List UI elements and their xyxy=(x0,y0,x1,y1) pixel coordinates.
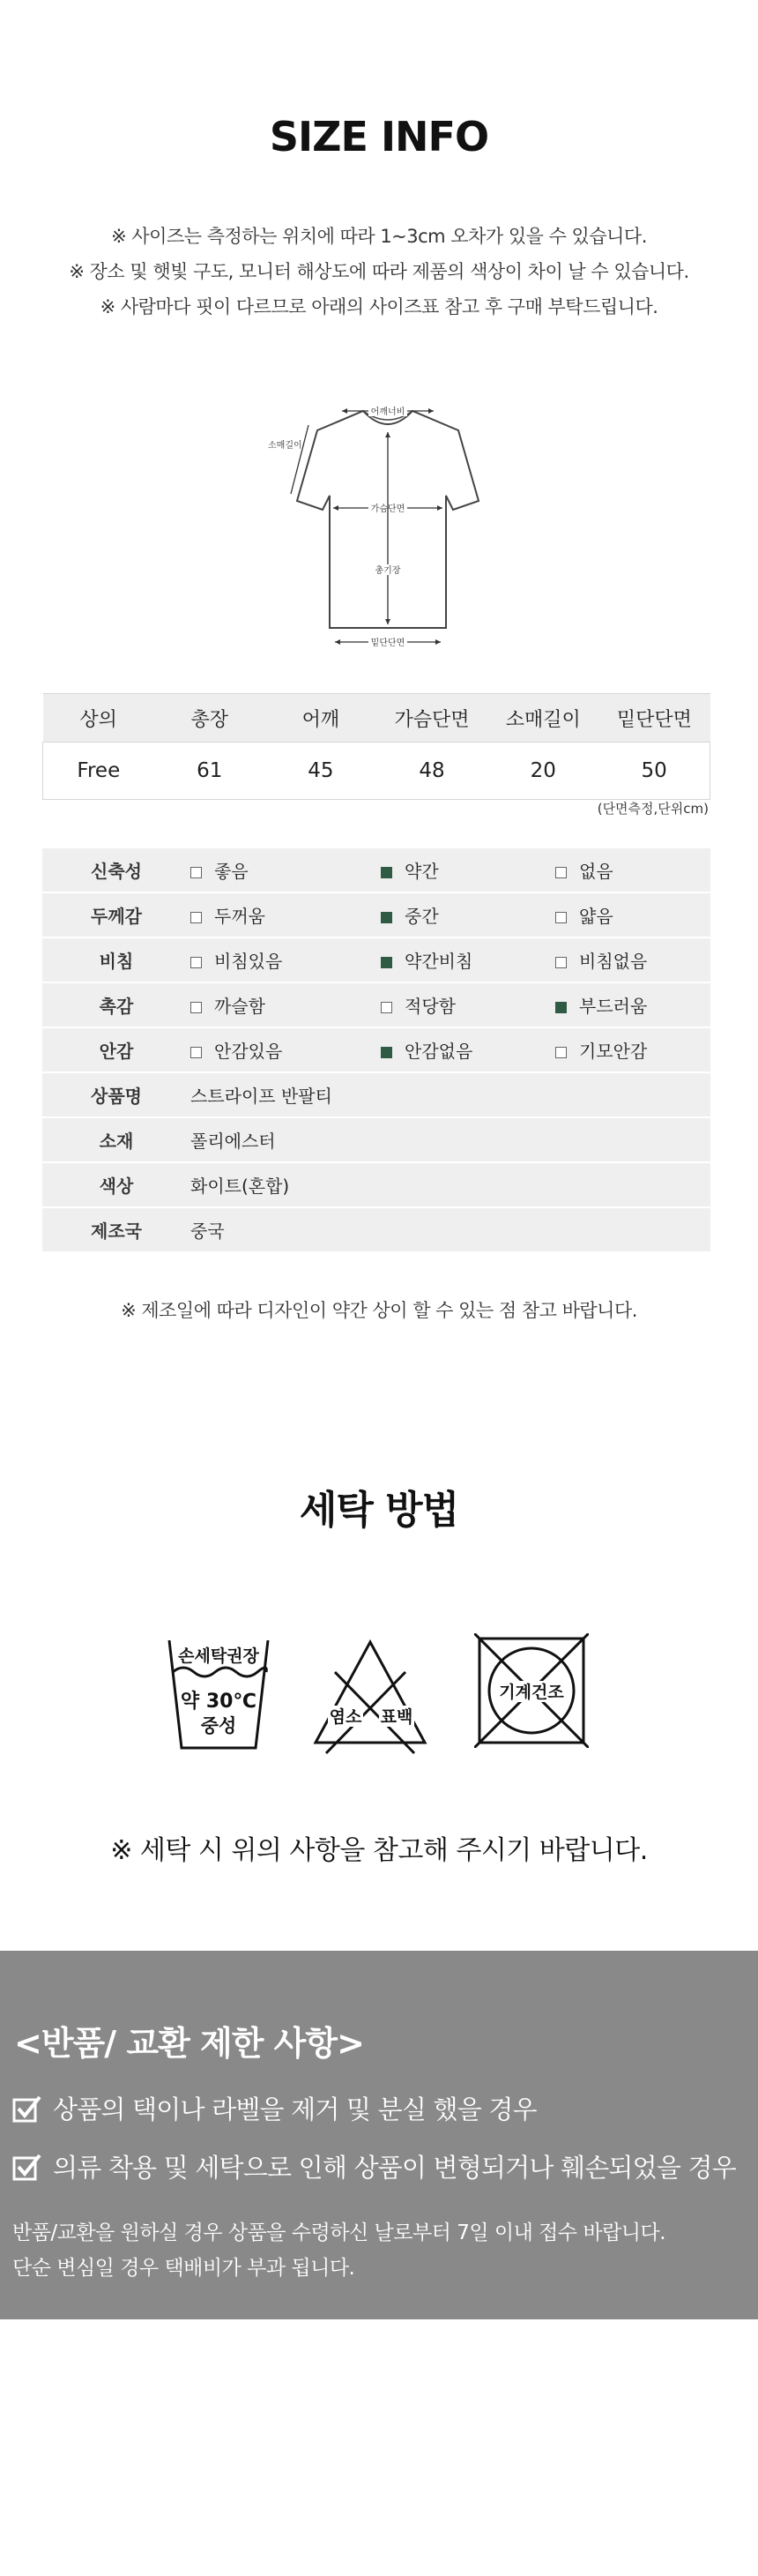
hand-wash-neutral: 중성 xyxy=(200,1715,237,1736)
attribute-option xyxy=(555,1027,710,1072)
attribute-option xyxy=(381,892,555,937)
size-col-header: 상의 xyxy=(43,694,154,743)
size-col-header: 소매길이 xyxy=(487,694,598,743)
attribute-option xyxy=(381,848,555,892)
attribute-option xyxy=(190,892,381,937)
shoulder-label: 어깨너비 xyxy=(370,407,405,417)
list-item xyxy=(12,2148,736,2187)
hem-label: 밑단단면 xyxy=(370,638,405,648)
table-row xyxy=(42,1072,710,1117)
table-row xyxy=(42,892,710,937)
size-col-header: 총장 xyxy=(154,694,265,743)
info-label: 색상 xyxy=(42,1162,190,1207)
unchecked-box-icon xyxy=(190,867,202,878)
info-label: 상품명 xyxy=(42,1072,190,1117)
checked-box-icon xyxy=(381,957,392,968)
unchecked-box-icon xyxy=(555,957,567,968)
attribute-option-label: 까슬함 xyxy=(214,996,265,1017)
size-note: ※ 사이즈는 측정하는 위치에 따라 1~3cm 오차가 있을 수 있습니다. xyxy=(111,226,647,247)
no-bleach-right: 표백 xyxy=(380,1707,413,1727)
size-table xyxy=(42,693,710,800)
wash-note: ※ 세탁 시 위의 사항을 참고해 주시기 바랍니다. xyxy=(110,1835,648,1866)
table-row xyxy=(42,1117,710,1162)
attribute-label: 안감 xyxy=(42,1027,190,1072)
attribute-option xyxy=(190,982,381,1027)
table-row xyxy=(42,1027,710,1072)
return-item-text: 상품의 택이나 라벨을 제거 및 분실 했을 경우 xyxy=(53,2094,537,2124)
attribute-label: 두께감 xyxy=(42,892,190,937)
table-row xyxy=(43,743,710,800)
return-desc-line: 단순 변심일 경우 택배비가 부과 됩니다. xyxy=(12,2257,355,2280)
hand-wash-text: 손세탁권장 xyxy=(178,1646,259,1666)
table-row xyxy=(42,848,710,892)
attribute-option-label: 안감있음 xyxy=(214,1041,283,1062)
checked-box-icon xyxy=(381,912,392,923)
attribute-option-label: 약간비침 xyxy=(405,951,473,972)
attribute-option-label: 얇음 xyxy=(579,906,613,927)
return-title: <반품/ 교환 제한 사항> xyxy=(14,2024,364,2063)
checked-box-icon xyxy=(381,1047,392,1058)
attribute-option-label: 안감없음 xyxy=(405,1041,473,1062)
size-cell: Free xyxy=(43,743,154,800)
attribute-option xyxy=(555,892,710,937)
list-item xyxy=(12,2090,537,2129)
table-row xyxy=(42,1162,710,1207)
return-policy-section xyxy=(0,1951,758,2319)
info-value: 화이트(혼합) xyxy=(190,1162,710,1207)
unit-note: (단면측정,단위cm) xyxy=(597,801,709,817)
hand-wash-icon xyxy=(164,1633,273,1757)
size-cell: 45 xyxy=(265,743,376,800)
no-bleach-icon xyxy=(308,1633,432,1757)
size-note: ※ 장소 및 햇빛 구도, 모니터 해상도에 따라 제품의 색상이 차이 날 수 있습니다. xyxy=(69,261,689,282)
attribute-option-label: 좋음 xyxy=(214,861,249,882)
unchecked-box-icon xyxy=(190,912,202,923)
unchecked-box-icon xyxy=(381,1002,392,1013)
attribute-option-label: 두꺼움 xyxy=(214,906,265,927)
attribute-option-label: 비침있음 xyxy=(214,951,283,972)
attribute-option-label: 적당함 xyxy=(405,996,456,1017)
unchecked-box-icon xyxy=(555,867,567,878)
size-col-header: 가슴단면 xyxy=(376,694,487,743)
unchecked-box-icon xyxy=(555,1047,567,1058)
size-cell: 61 xyxy=(154,743,265,800)
wash-title: 세탁 방법 xyxy=(299,1488,459,1533)
info-value: 중국 xyxy=(190,1207,710,1252)
size-info-title: SIZE INFO xyxy=(269,113,489,161)
size-col-header: 밑단단면 xyxy=(598,694,710,743)
attribute-label: 신축성 xyxy=(42,848,190,892)
attribute-option-label: 중간 xyxy=(405,906,439,927)
checkbox-check-icon xyxy=(12,2094,42,2129)
attribute-option-label: 비침없음 xyxy=(579,951,648,972)
attribute-option xyxy=(555,848,710,892)
attribute-option xyxy=(381,937,555,982)
return-desc-line: 반품/교환을 원하실 경우 상품을 수령하신 날로부터 7일 이내 접수 바랍니다. xyxy=(12,2221,666,2244)
table-row xyxy=(42,937,710,982)
tshirt-diagram-icon xyxy=(264,397,511,653)
attribute-option xyxy=(381,1027,555,1072)
checkbox-check-icon xyxy=(12,2153,42,2187)
chest-label: 가슴단면 xyxy=(370,504,405,514)
info-value: 스트라이프 반팔티 xyxy=(190,1072,710,1117)
attribute-option xyxy=(190,1027,381,1072)
unchecked-box-icon xyxy=(190,957,202,968)
return-item-text: 의류 착용 및 세탁으로 인해 상품이 변형되거나 훼손되었을 경우 xyxy=(53,2153,736,2183)
size-col-header: 어깨 xyxy=(265,694,376,743)
attribute-option-label: 없음 xyxy=(579,861,613,882)
no-bleach-left: 염소 xyxy=(329,1707,362,1727)
hand-wash-temp: 약 30℃ xyxy=(180,1691,257,1713)
attribute-option xyxy=(381,982,555,1027)
design-note: ※ 제조일에 따라 디자인이 약간 상이 할 수 있는 점 참고 바랍니다. xyxy=(121,1300,637,1321)
unchecked-box-icon xyxy=(190,1002,202,1013)
attribute-label: 촉감 xyxy=(42,982,190,1027)
attribute-option-label: 부드러움 xyxy=(579,996,648,1017)
table-row xyxy=(42,982,710,1027)
attribute-option-label: 약간 xyxy=(405,861,439,882)
info-label: 제조국 xyxy=(42,1207,190,1252)
length-label: 총기장 xyxy=(375,566,401,576)
attribute-option xyxy=(190,848,381,892)
attribute-label: 비침 xyxy=(42,937,190,982)
sleeve-label: 소매길이 xyxy=(268,441,302,451)
unchecked-box-icon xyxy=(555,912,567,923)
attribute-option xyxy=(190,937,381,982)
checked-box-icon xyxy=(381,867,392,878)
size-table-header xyxy=(43,694,710,743)
info-value: 폴리에스터 xyxy=(190,1117,710,1162)
attribute-option xyxy=(555,982,710,1027)
size-note: ※ 사람마다 핏이 다르므로 아래의 사이즈표 참고 후 구매 부탁드립니다. xyxy=(100,296,658,317)
size-cell: 20 xyxy=(487,743,598,800)
no-tumble-dry-text: 기계건조 xyxy=(499,1683,564,1702)
size-cell: 50 xyxy=(598,743,710,800)
checked-box-icon xyxy=(555,1002,567,1013)
product-detail-table xyxy=(42,848,710,1253)
attribute-option xyxy=(555,937,710,982)
no-tumble-dry-icon xyxy=(474,1633,589,1748)
size-cell: 48 xyxy=(376,743,487,800)
info-label: 소재 xyxy=(42,1117,190,1162)
size-notes xyxy=(0,219,758,325)
return-description xyxy=(12,2215,665,2286)
table-row xyxy=(42,1207,710,1252)
attribute-option-label: 기모안감 xyxy=(579,1041,648,1062)
unchecked-box-icon xyxy=(190,1047,202,1058)
